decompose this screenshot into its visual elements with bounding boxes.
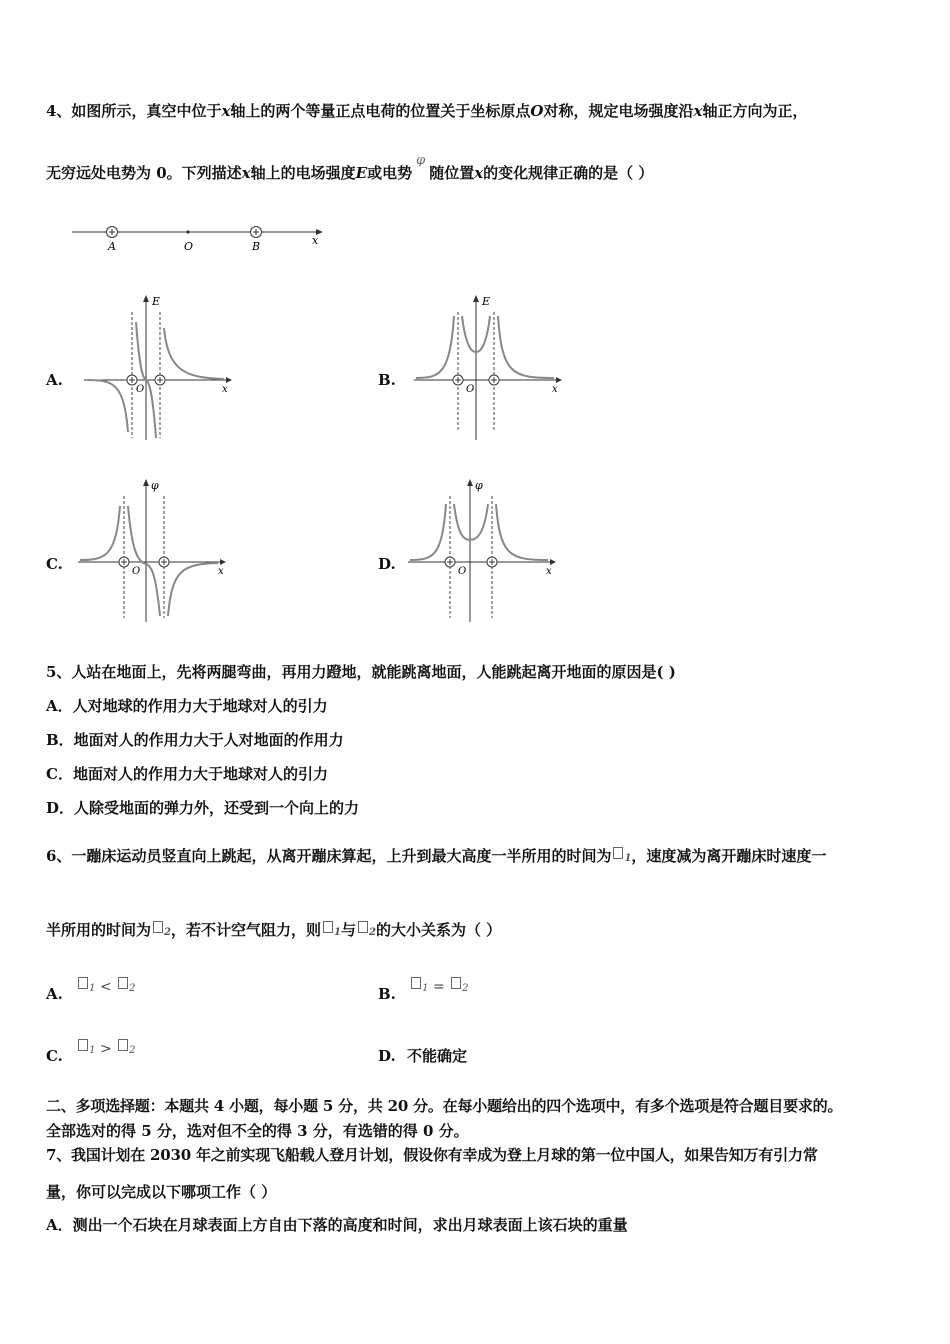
svg-text:x: x: [222, 384, 228, 395]
section2-heading-line1: 二、多项选择题：本题共 4 小题，每小题 5 分，共 20 分。在每小题给出的四个选项中，有多个选项是符合题目要求的。: [46, 1097, 843, 1115]
q5-stem: 5、人站在地面上，先将两腿弯曲，再用力蹬地，就能跳离地面，人能跳起离开地面的原因是( ): [46, 663, 676, 681]
svg-text:x: x: [546, 566, 552, 577]
svg-text:φ: φ: [151, 479, 159, 492]
q6-option-d: D. 不能确定: [378, 1047, 467, 1065]
q4-option-d-label: D.: [378, 555, 396, 573]
q4-option-c-label: C.: [46, 555, 63, 573]
svg-text:x: x: [552, 384, 558, 395]
t1-placeholder-icon: [613, 847, 623, 859]
label-b: B: [252, 240, 261, 253]
svg-text:O: O: [458, 566, 467, 577]
svg-text:E: E: [152, 295, 161, 308]
origin-dot: [186, 230, 189, 233]
label-o: O: [184, 240, 194, 253]
section2-heading-line2: 全部选对的得 5 分，选对但不全的得 3 分，有选错的得 0 分。: [46, 1122, 469, 1140]
graph-d: [408, 476, 558, 626]
svg-text:x: x: [218, 566, 224, 577]
q6-option-a: A. 1 < 2: [46, 979, 136, 1003]
charge-axis-figure: [68, 218, 330, 258]
label-a: A: [108, 240, 116, 253]
svg-text:E: E: [482, 295, 491, 308]
q4-stem-line2: 无穷远处电势为 0。下列描述x轴上的电场强度E或电势φ随位置x的变化规律正确的是（ ）: [46, 153, 654, 182]
graph-b: [414, 292, 564, 442]
graph-c: [78, 476, 228, 626]
q6-stem-line1: 6、一蹦床运动员竖直向上跳起，从离开蹦床算起，上升到最大高度一半所用的时间为 1，速度减为离开蹦床时速度一: [46, 847, 827, 865]
q6-option-b: B. 1 = 2: [378, 979, 469, 1003]
graph-a: [84, 292, 234, 442]
q4-option-b-label: B.: [378, 371, 396, 389]
q6-option-c: C. 1 > 2: [46, 1041, 136, 1065]
label-x: x: [312, 234, 319, 247]
q4-stem-line1: 4、如图所示，真空中位于x轴上的两个等量正点电荷的位置关于坐标原点O对称，规定电场强度沿x轴正方向为正，: [46, 102, 808, 120]
svg-text:φ: φ: [475, 479, 483, 492]
q4-option-a-label: A.: [46, 371, 63, 389]
t2-placeholder-icon: [153, 921, 163, 933]
q7-option-a: A．测出一个石块在月球表面上方自由下落的高度和时间，求出月球表面上该石块的重量: [46, 1216, 628, 1234]
q5-option-a: A．人对地球的作用力大于地球对人的引力: [46, 697, 328, 715]
q6-stem-line2: 半所用的时间为 2，若不计空气阻力，则 1与 2的大小关系为（ ）: [46, 921, 502, 939]
q7-stem-line1: 7、我国计划在 2030 年之前实现飞船载人登月计划，假设你有幸成为登上月球的第一位中国人，如果告知万有引力常: [46, 1146, 818, 1164]
q5-option-b: B．地面对人的作用力大于人对地面的作用力: [46, 731, 344, 749]
svg-text:O: O: [466, 384, 475, 395]
q5-option-d: D．人除受地面的弹力外，还受到一个向上的力: [46, 799, 360, 817]
t1-placeholder-icon: [323, 921, 333, 933]
svg-text:O: O: [132, 566, 141, 577]
svg-text:O: O: [136, 384, 145, 395]
q7-stem-line2: 量，你可以完成以下哪项工作（ ）: [46, 1183, 277, 1201]
q5-option-c: C．地面对人的作用力大于地球对人的引力: [46, 765, 328, 783]
t2-placeholder-icon: [358, 921, 368, 933]
